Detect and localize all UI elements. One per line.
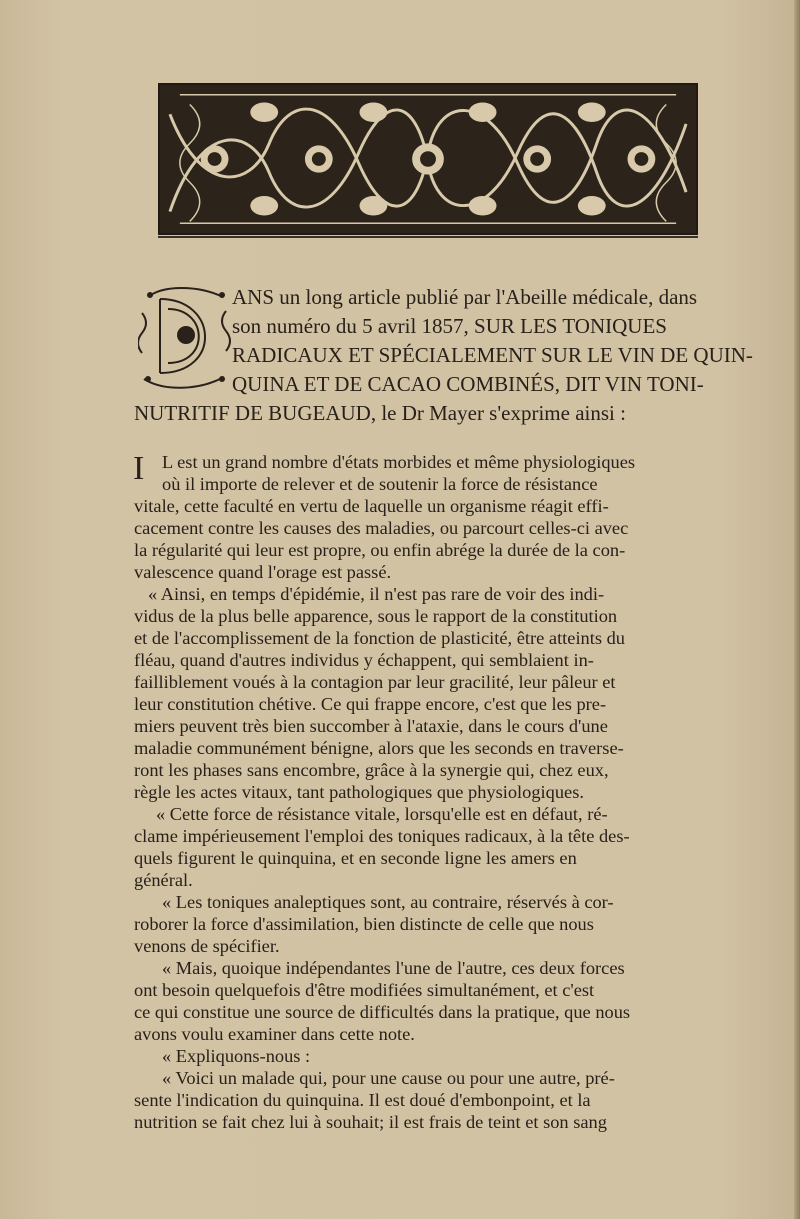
intro-line-5: NUTRITIF DE BUGEAUD, le Dr Mayer s'exprime ainsi : [134,401,626,425]
body-line-1: L est un grand nombre d'états morbides et même physiologiques [162,452,636,472]
body-line-6: valescence quand l'orage est passé. [134,562,392,582]
initial-d-image [138,283,232,391]
body-line-17: « Cette force de résistance vitale, lorsqu'elle est en défaut, ré- [156,804,608,824]
body-line-7: « Ainsi, en temps d'épidémie, il n'est pas rare de voir des indi- [148,584,605,604]
body-line-18: clame impérieusement l'emploi des toniques radicaux, à la tête des- [134,826,630,846]
decorated-initial-d [138,283,232,391]
body-line-9: et de l'accomplissement de la fonction de plasticité, être atteints du [134,628,626,648]
body-line-28: « Expliquons-nous : [162,1046,311,1066]
body-line-23: venons de spécifier. [134,936,280,956]
body-line-13: miers peuvent très bien succomber à l'ataxie, dans le cours d'une [134,716,608,736]
body-line-10: fléau, quand d'autres individus y échappent, qui semblaient in- [134,650,594,670]
header-rule [158,236,698,238]
intro-line-1: ANS un long article publié par l'Abeille médicale, dans [232,285,698,309]
intro-line-2: son numéro du 5 avril 1857, SUR LES TONIQUES [232,314,667,338]
body-line-22: roborer la force d'assimilation, bien distincte de celle que nous [134,914,594,934]
body-line-26: ce qui constitue une source de difficultés dans la pratique, que nous [134,1002,631,1022]
intro-line-4: QUINA ET DE CACAO COMBINÉS, DIT VIN TONI- [232,372,704,396]
body-line-11: failliblement voués à la contagion par leur gracilité, leur pâleur et [134,672,616,692]
body-line-27: avons voulu examiner dans cette note. [134,1024,415,1044]
body-line-29: « Voici un malade qui, pour une cause ou pour une autre, pré- [162,1068,615,1088]
body-initial-letter: I [133,450,145,487]
body-line-20: général. [134,870,193,890]
body-line-14: maladie communément bénigne, alors que les seconds en traverse- [134,738,624,758]
page-edge [794,0,800,1219]
body-line-24: « Mais, quoique indépendantes l'une de l'autre, ces deux forces [162,958,625,978]
body-line-15: ront les phases sans encombre, grâce à la synergie qui, chez eux, [134,760,609,780]
body-line-19: quels figurent le quinquina, et en seconde ligne les amers en [134,848,577,868]
body-line-3: vitale, cette faculté en vertu de laquelle un organisme réagit effi- [134,496,609,516]
body-line-12: leur constitution chétive. Ce qui frappe encore, c'est que les pre- [134,694,607,714]
intro-line-3: RADICAUX ET SPÉCIALEMENT SUR LE VIN DE QUIN- [232,343,753,367]
body-line-30: sente l'indication du quinquina. Il est doué d'embonpoint, et la [134,1090,591,1110]
body-line-8: vidus de la plus belle apparence, sous le rapport de la constitution [134,606,618,626]
body-line-4: cacement contre les causes des maladies, ou parcourt celles-ci avec [134,518,629,538]
body-line-5: la régularité qui leur est propre, ou enfin abrége la durée de la con- [134,540,626,560]
body-line-31: nutrition se fait chez lui à souhait; il est frais de teint et son sang [134,1112,607,1132]
body-line-2: où il importe de relever et de soutenir la force de résistance [162,474,598,494]
body-line-21: « Les toniques analeptiques sont, au contraire, réservés à cor- [162,892,614,912]
body-line-16: règle les actes vitaux, tant pathologiques que physiologiques. [134,782,584,802]
ornament-image [160,85,696,233]
body-line-25: ont besoin quelquefois d'être modifiées simultanément, et c'est [134,980,595,1000]
header-ornament [158,83,698,235]
